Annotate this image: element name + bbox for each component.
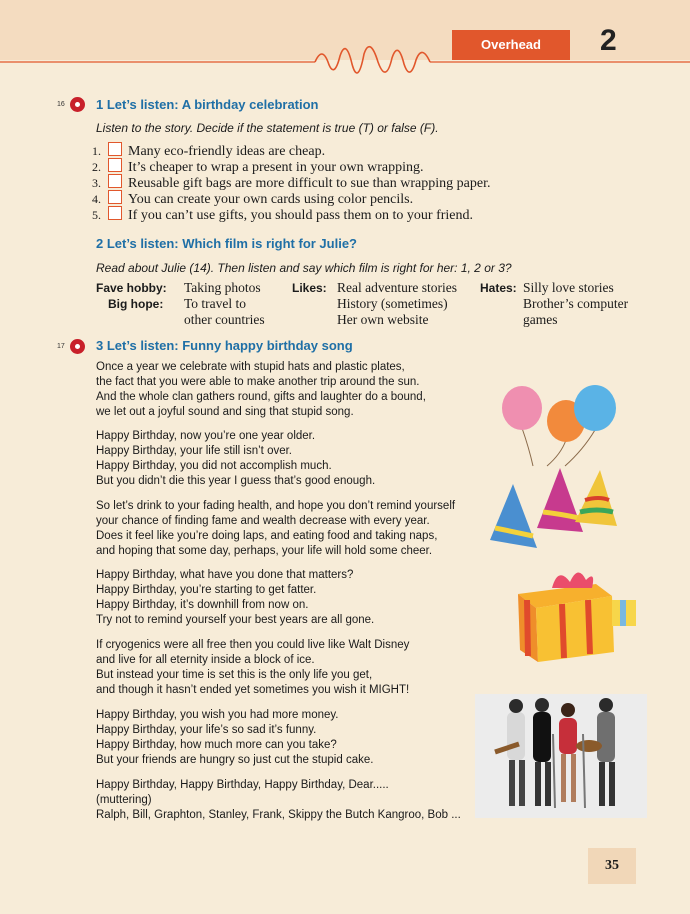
track-number: 17 [57, 343, 65, 350]
big-hope-value-2: other countries [184, 312, 265, 327]
checkbox[interactable] [108, 190, 122, 204]
checkbox[interactable] [108, 158, 122, 172]
page-number: 35 [588, 848, 636, 884]
fave-hobby-value: Taking photos [184, 280, 261, 295]
party-hats-illustration [485, 462, 620, 560]
likes-value-3: Her own website [337, 312, 429, 327]
overhead-label: Overhead [452, 30, 570, 60]
exercise2-title: 2 Let’s listen: Which film is right for Julie? [96, 236, 357, 251]
list-item: 3. Reusable gift bags are more difficult to sue than wrapping paper. [92, 176, 491, 191]
list-item: 1. Many eco-friendly ideas are cheap. [92, 144, 326, 159]
hates-value-1: Silly love stories [523, 280, 614, 295]
track-number: 16 [57, 101, 65, 108]
song-stanza: Happy Birthday, Happy Birthday, Happy Birthday, Dear..... (muttering) Ralph, Bill, Graphton, Stanley, Frank, Skippy the Butch Kangroo, Bob ... [96, 779, 461, 821]
hates-value-3: games [523, 312, 558, 327]
list-item: 2. It’s cheaper to wrap a present in your own wrapping. [92, 160, 424, 175]
checkbox[interactable] [108, 142, 122, 156]
likes-value-2: History (sometimes) [337, 296, 448, 311]
fave-hobby-label: Fave hobby: [96, 281, 167, 295]
exercise1-title: 1 Let’s listen: A birthday celebration [96, 97, 319, 112]
likes-label: Likes: [292, 281, 327, 295]
song-stanza: Happy Birthday, you wish you had more money. Happy Birthday, your life’s so sad it’s funny. Happy Birthday, how much more can you take? But your friends are hungry so just cut the stupid cake. [96, 709, 374, 766]
exercise3-title: 3 Let’s listen: Funny happy birthday song [96, 338, 353, 353]
big-hope-label: Big hope: [108, 297, 164, 311]
audio-wave-decoration [0, 40, 690, 90]
cd-icon[interactable] [70, 339, 85, 354]
song-stanza: If cryogenics were all free then you could live like Walt Disney and live for all eternity inside a block of ice. But instead your time is set this is the only life you get, and though it hasn’t ended yet sometimes you wish it MIGHT! [96, 639, 410, 696]
song-stanza: Happy Birthday, what have you done that matters? Happy Birthday, you’re starting to get fatter. Happy Birthday, it’s downhill from now on. Try not to remind yourself your best years are all gone. [96, 569, 375, 626]
checkbox[interactable] [108, 206, 122, 220]
cd-icon[interactable] [70, 97, 85, 112]
hates-value-2: Brother’s computer [523, 296, 629, 311]
balloons-illustration [495, 378, 625, 468]
hates-label: Hates: [480, 281, 517, 295]
list-item: 5. If you can’t use gifts, you should pass them on to your friend. [92, 208, 474, 223]
song-stanza: Once a year we celebrate with stupid hats and plastic plates, the fact that you were able to make another trip around the sun. And the whole clan gathers round, gifts and laughter do a bound, we let out a joyful sound and sing that stupid song. [96, 361, 426, 418]
gift-box-illustration [512, 566, 640, 664]
song-stanza: So let’s drink to your fading health, and hope you don’t remind yourself your chance of finding fame and wealth decrease with every year. Does it feel like you’re doing laps, and eating food and taking naps, and hoping that some day, perhaps, your life will hold some cheer. [96, 500, 456, 557]
list-item: 4. You can create your own cards using color pencils. [92, 192, 414, 207]
band-photo [475, 694, 647, 818]
song-stanza: Happy Birthday, now you’re one year older. Happy Birthday, your life still isn’t over. Happy Birthday, you did not accomplish much. But you didn’t die this year I guess that’s good enough. [96, 430, 376, 487]
exercise2-instruction: Read about Julie (14). Then listen and say which film is right for her: 1, 2 or 3? [96, 261, 512, 275]
exercise1-instruction: Listen to the story. Decide if the statement is true (T) or false (F). [96, 121, 439, 135]
checkbox[interactable] [108, 174, 122, 188]
unit-number: 2 [600, 24, 617, 57]
big-hope-value-1: To travel to [184, 296, 247, 311]
likes-value-1: Real adventure stories [337, 280, 457, 295]
